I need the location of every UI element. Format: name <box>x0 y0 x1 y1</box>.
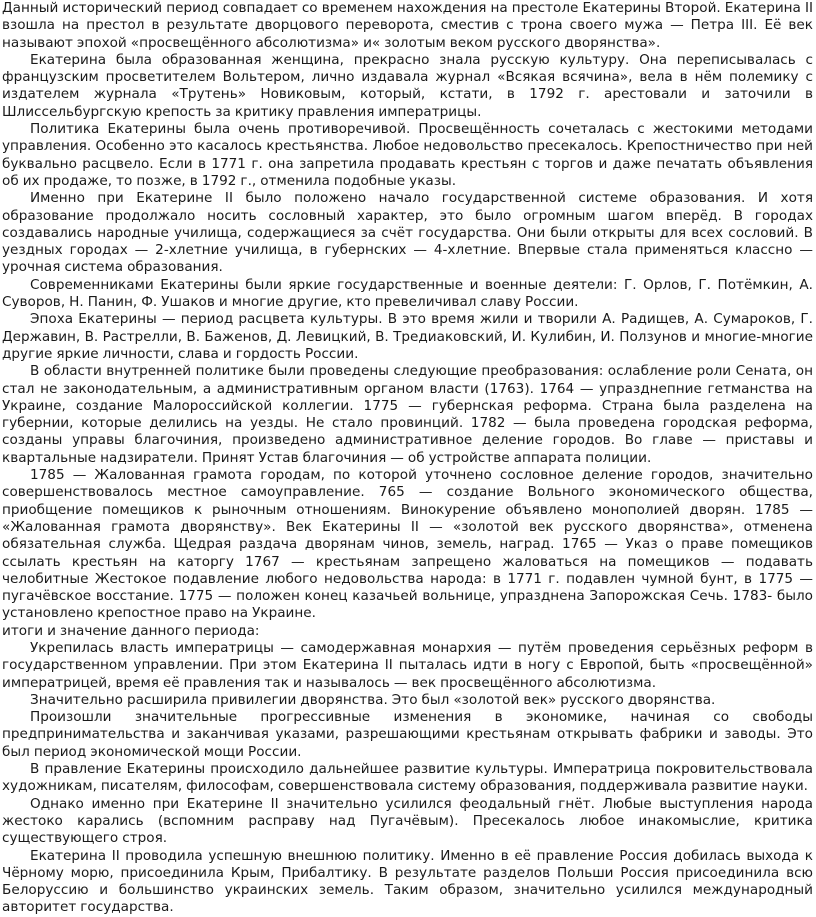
paragraph-feudal-oppression: Однако именно при Екатерине II значительно усилился феодальный гнёт. Любые выступления народа жестоко карались (вспомним расправу над Пугачёвым). Пресекалось любое инакомыслие, критика существующего строя. <box>2 795 813 847</box>
paragraph-results-heading: итоги и значение данного периода: <box>2 622 260 639</box>
paragraph-culture-era: Эпоха Екатерины — период расцвета культуры. В это время жили и творили А. Радищев, А. Сумароков, Г. Державин, В. Растрелли, В. Баженов, Д. Левицкий, В. Тредиаковский, И. Кулибин, И. Ползунов и многие-многие другие яркие личности, слава и гордость России. <box>2 311 813 362</box>
paragraph-education-system: Именно при Екатерине II было положено начало государственной системе образования. И хотя образование продолжало носить сословный характер, это было огромным шагом вперёд. В городах создавались народные училища, содержащиеся за счёт государства. Они были открыты для всех сословий. В уездных городах — 2-хлетние училища, в губернских — 4-хлетние. Впервые стала применяться классно — урочная система образования. <box>2 190 813 276</box>
paragraph-power: Укрепилась власть императрицы — самодержавная монархия — путём проведения серьёзных реформ в государственном управлении. При этом Екатерина II пыталась идти в ногу с Европой, быть «просвещённой» императрицей, время её правления так и называлось — век просвещённого абсолютизма. <box>2 639 813 691</box>
paragraph-domestic-policy: В области внутренней политике были проведены следующие преобразования: ослабление роли Сената, он стал не законодательным, а административным органом власти (1763). 1764 — упразднепние гетманства на Украине, создание Малороссийской коллегии. 1775 — губернская реформа. Страна была разделена на губернии, которые делились на уезды. Не стало провинций. 1782 — была проведена городская реформа, созданы управы благочиния, произведено административное деление городов. Во главе — приставы и квартальные надзиратели. Принят Устав благочиния — об устройстве аппарата полиции. <box>2 363 813 466</box>
paragraph-economy: Произошли значительные прогрессивные изменения в экономике, начиная со свободы предпринимательства и заканчивая указами, разрешающими крестьянам открывать фабрики и заводы. Это был период экономической мощи России. <box>2 709 813 760</box>
paragraph-charters: 1785 — Жалованная грамота городам, по которой уточнено сословное деление городов, значительно совершенствовалось местное самоуправление. 765 — создание Вольного экономического общества, приобщение помещиков к рыночным отношениям. Винокурение объявлено монополией дворян. 1785 — «Жалованная грамота дворянству». Век Екатерины II — «золотой век русского дворянства», отменена обязательная служба. Щедрая раздача дворянам чинов, земель, наград. 1765 — Указ о праве помещиков ссылать крестьян на каторгу 1767 — крестьянам запрещено жаловаться на помещиков — подавать челобитные Жестокое подавление любого недовольства народа: в 1771 г. подавлен чумной бунт, в 1775 — пугачёвское восстание. 1775 — положен конец казачьей вольнице, упразднена Запорожская Сечь. 1783- было установлено крепостное право на Украине. <box>2 467 813 622</box>
paragraph-contemporaries: Современниками Екатерины были яркие государственные и военные деятели: Г. Орлов, Г. Потёмкин, А. Суворов, Н. Панин, Ф. Ушаков и многие другие, кто превеличивал славу России. <box>2 276 813 311</box>
paragraph-nobility: Значительно расширила привилегии дворянства. Это был «золотой век» русского дворянства. <box>30 691 716 708</box>
paragraph-education-culture: Екатерина была образованная женщина, прекрасно знала русскую культуру. Она переписывалась с французским просветителем Вольтером, лично издавала журнал «Всякая всячина», вела в нём полемику с издателем журнала «Трутень» Новиковым, который, кстати, в 1792 г. арестовали и заточили в Шлиссельбургскую крепость за критику правления императрицы. <box>2 51 813 120</box>
paragraph-policy: Политика Екатерины была очень противоречивой. Просвещённость сочеталась с жестокими методами управления. Особенно это касалось крестьянства. Любое недовольство пресекалось. Крепостничество при ней буквально расцвело. Если в 1771 г. она запретила продавать крестьян с торгов и даже печатать объявления об их продаже, то позже, в 1792 г., отменила подобные указы. <box>2 121 813 189</box>
paragraph-culture-development: В правление Екатерины происходило дальнейшее развитие культуры. Императрица покровительствовала художникам, писателям, философам, совершенствовала систему образования, поддерживала развитие науки. <box>2 761 813 795</box>
paragraph-intro: Данный исторический период совпадает со временем нахождения на престоле Екатерины Второй. Екатерина II взошла на престол в результате дворцового переворота, сместив с трона своего мужа — Петра III. Её век называют эпохой «просвещённого абсолютизма» и« золотым веком русского дворянства». <box>2 0 813 51</box>
paragraph-foreign-policy: Екатерина II проводила успешную внешнюю политику. Именно в её правление Россия добилась выхода к Чёрному морю, присоединила Крым, Прибалтику. В результате разделов Польши Россия присоединила всю Белоруссию и большинство украинских земель. Таким образом, значительно усилился международный авторитет государства. <box>2 847 813 916</box>
